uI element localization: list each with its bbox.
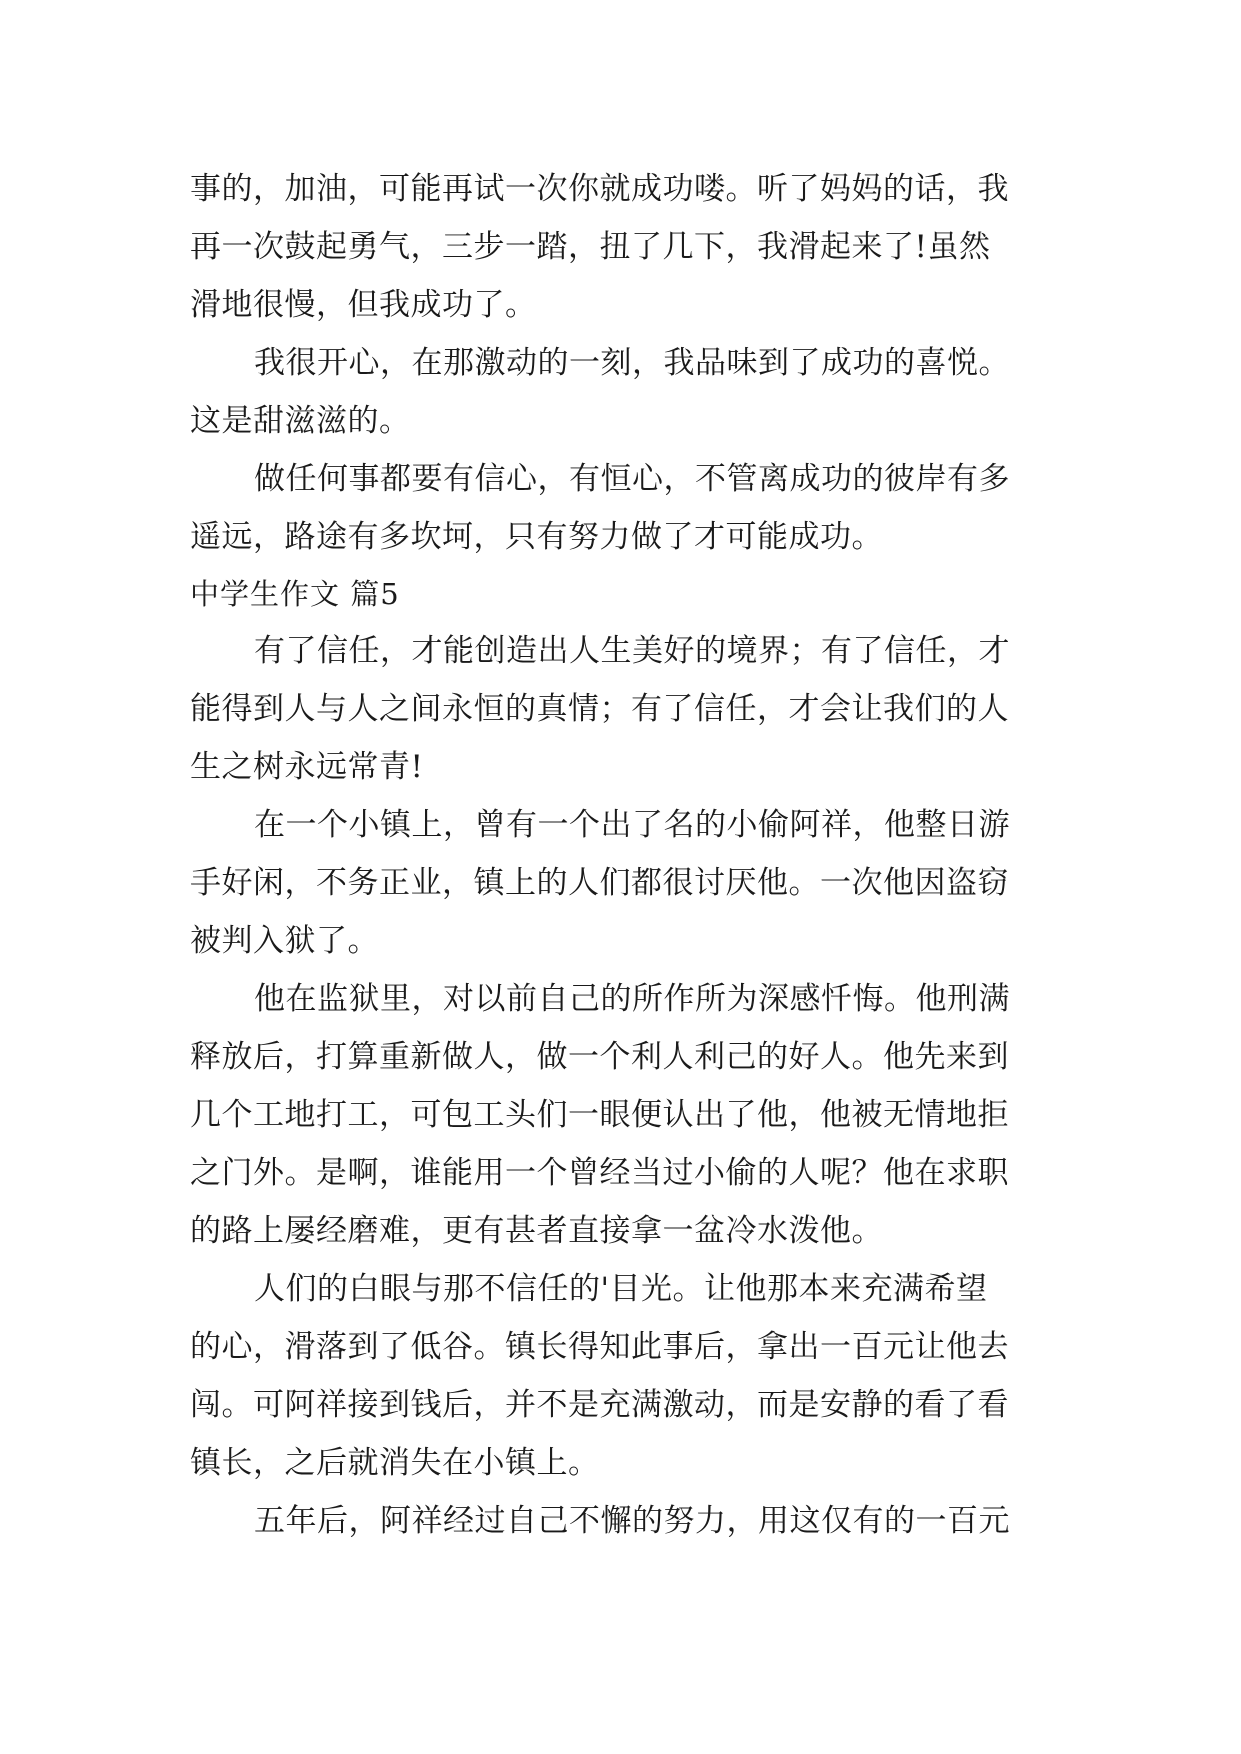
paragraph-first-line: 有了信任，才能创造出人生美好的境界；有了信任，才 — [254, 633, 1010, 669]
paragraph-first-line: 做任何事都要有信心，有恒心，不管离成功的彼岸有多 — [254, 461, 1010, 497]
paragraph-first-line: 他在监狱里，对以前自己的所作所为深感忏悔。他刑满 — [254, 981, 1010, 1017]
text-line: 之门外。是啊，谁能用一个曾经当过小偷的人呢？他在求职 — [190, 1155, 1009, 1191]
paragraph-first-line: 五年后，阿祥经过自己不懈的努力，用这仅有的一百元 — [254, 1503, 1010, 1539]
text-line: 释放后，打算重新做人，做一个利人利己的好人。他先来到 — [190, 1039, 1009, 1075]
text-line: 事的，加油，可能再试一次你就成功喽。听了妈妈的话，我 — [190, 171, 1009, 207]
text-line: 闯。可阿祥接到钱后，并不是充满激动，而是安静的看了看 — [190, 1387, 1009, 1423]
text-line: 被判入狱了。 — [190, 923, 379, 959]
text-line: 能得到人与人之间永恒的真情；有了信任，才会让我们的人 — [190, 691, 1009, 727]
essay-text — [190, 160, 1050, 1550]
text-line: 手好闲，不务正业，镇上的人们都很讨厌他。一次他因盗窃 — [190, 865, 1009, 901]
text-line: 的路上屡经磨难，更有甚者直接拿一盆冷水泼他。 — [190, 1213, 883, 1249]
paragraph-first-line: 我很开心，在那激动的一刻，我品味到了成功的喜悦。 — [254, 345, 1010, 381]
text-line: 镇长，之后就消失在小镇上。 — [190, 1445, 600, 1481]
paragraph-first-line: 人们的白眼与那不信任的'目光。让他那本来充满希望 — [254, 1271, 988, 1307]
paragraph-first-line: 在一个小镇上，曾有一个出了名的小偷阿祥，他整日游 — [254, 807, 1010, 843]
text-line: 几个工地打工，可包工头们一眼便认出了他，他被无情地拒 — [190, 1097, 1009, 1133]
text-line: 的心，滑落到了低谷。镇长得知此事后，拿出一百元让他去 — [190, 1329, 1009, 1365]
text-line: 这是甜滋滋的。 — [190, 403, 411, 439]
text-line: 遥远，路途有多坎坷，只有努力做了才可能成功。 — [190, 519, 883, 555]
text-line: 生之树永远常青! — [190, 749, 424, 785]
text-line: 滑地很慢，但我成功了。 — [190, 287, 537, 323]
section-heading: 中学生作文 篇5 — [190, 577, 400, 611]
text-line: 再一次鼓起勇气，三步一踏，扭了几下，我滑起来了!虽然 — [190, 229, 991, 265]
